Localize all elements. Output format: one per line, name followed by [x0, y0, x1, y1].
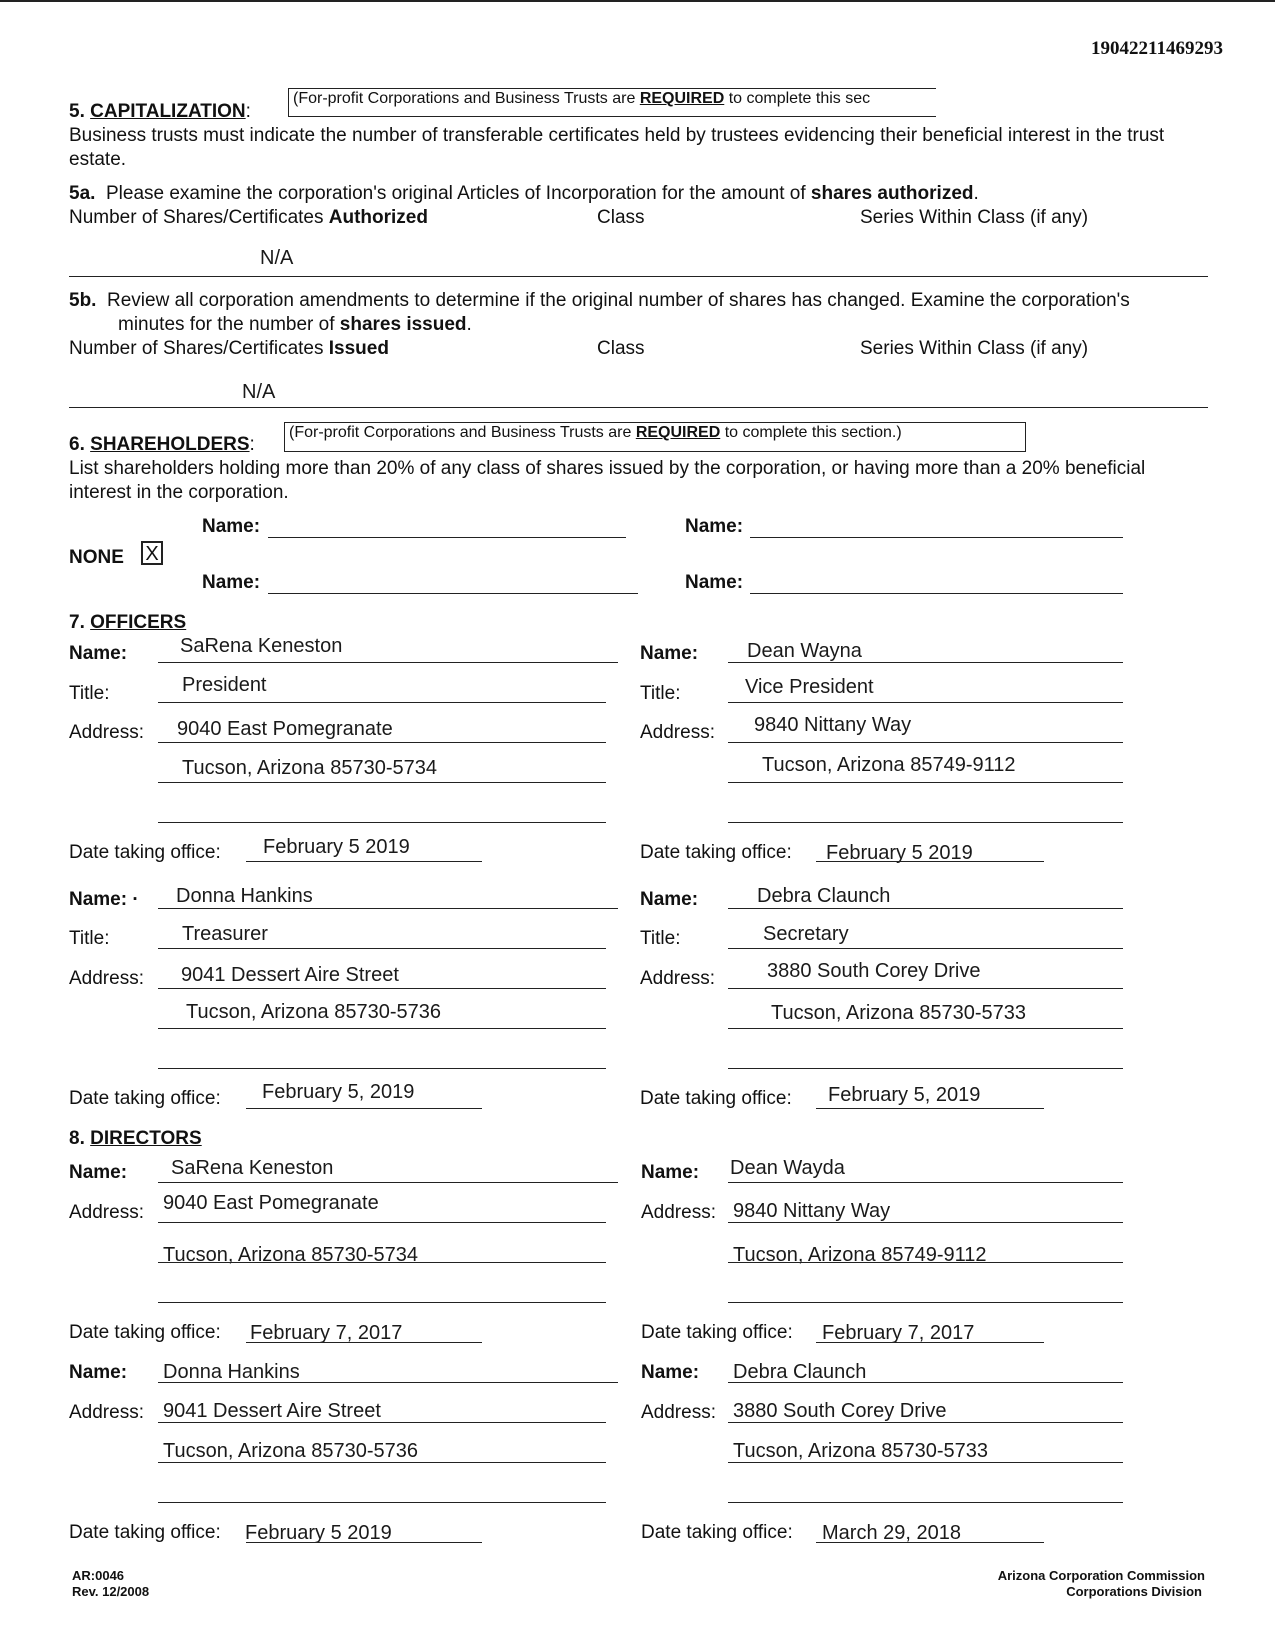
director-name: Donna Hankins	[163, 1361, 300, 1383]
field-line	[158, 662, 618, 663]
name-label: Name:	[69, 1362, 128, 1383]
field-line	[158, 1028, 606, 1029]
field-line	[158, 1502, 606, 1503]
required-note-box	[288, 88, 936, 117]
colon: :	[245, 101, 251, 122]
director-address-line2: Tucson, Arizona 85730-5736	[163, 1440, 418, 1462]
officer-address-line1: 9040 East Pomegranate	[177, 718, 393, 740]
authorized-column-header	[69, 207, 428, 230]
officer-address-line2: Tucson, Arizona 85730-5736	[186, 1001, 441, 1023]
note-text-end: to complete this section.)	[720, 424, 902, 441]
shareholders-instruction: List shareholders holding more than 20% of any class of shares issued by the corporation, or having more than a 20% beneficial	[69, 458, 1146, 479]
field-line	[728, 948, 1123, 949]
address-label: Address:	[69, 1202, 144, 1223]
date-label: Date taking office:	[69, 1088, 221, 1109]
none-label: NONE	[69, 547, 124, 568]
address-label: Address:	[640, 722, 715, 743]
section-number: 6.	[69, 434, 85, 455]
series-column-header: Series Within Class (if any)	[860, 207, 1089, 228]
shareholder-name-label: Name:	[685, 572, 744, 593]
form-number: AR:0046	[72, 1568, 125, 1583]
field-line	[728, 782, 1123, 783]
shareholders-instruction-cont: interest in the corporation.	[69, 482, 289, 503]
director-name: SaRena Keneston	[171, 1157, 334, 1179]
shareholders-heading	[69, 434, 255, 457]
field-line	[728, 1222, 1123, 1223]
field-line	[728, 1028, 1123, 1029]
text: Number of Shares/Certificates	[69, 207, 329, 228]
field-line	[158, 1422, 606, 1423]
date-label: Date taking office:	[641, 1522, 793, 1543]
director-address-line1: 9840 Nittany Way	[733, 1200, 891, 1222]
officer-name: SaRena Keneston	[180, 635, 343, 657]
field-line	[728, 702, 1123, 703]
field-line	[158, 702, 606, 703]
name-label: Name:	[641, 1162, 700, 1183]
name-label: Name: ·	[69, 889, 139, 910]
shareholder-name-line	[268, 537, 626, 538]
field-line	[158, 908, 618, 909]
director-address-line1: 9040 East Pomegranate	[163, 1192, 379, 1214]
field-line	[158, 1382, 618, 1383]
note-text: (For-profit Corporations and Business Trusts are	[289, 424, 636, 441]
section-5b-number: 5b.	[69, 290, 97, 311]
field-line	[246, 1542, 482, 1543]
field-line	[158, 782, 606, 783]
date-label: Date taking office:	[640, 1088, 792, 1109]
field-line	[246, 861, 482, 862]
address-label: Address:	[69, 968, 144, 989]
officer-address-line2: Tucson, Arizona 85749-9112	[762, 754, 1016, 776]
title-label: Title:	[640, 928, 681, 949]
date-label: Date taking office:	[641, 1322, 793, 1343]
director-address-line2: Tucson, Arizona 85730-5734	[163, 1244, 418, 1266]
section-title: OFFICERS	[90, 612, 187, 633]
colon: :	[249, 434, 255, 455]
field-line	[816, 1542, 1044, 1543]
officer-address-line2: Tucson, Arizona 85730-5733	[771, 1002, 1026, 1024]
capitalization-instruction-cont: estate.	[69, 149, 127, 170]
bold-text: Issued	[328, 338, 389, 359]
name-label: Name:	[640, 643, 699, 664]
field-line	[728, 1502, 1123, 1503]
text: Please examine the corporation's original Articles of Incorporation for the amount of	[105, 183, 811, 204]
officer-address-line1: 9041 Dessert Aire Street	[181, 964, 399, 986]
agency-name: Arizona Corporation Commission	[997, 1568, 1205, 1583]
section-number: 5.	[69, 101, 85, 122]
director-address-line2: Tucson, Arizona 85749-9112	[733, 1244, 987, 1266]
address-label: Address:	[69, 1402, 144, 1423]
officer-name: Donna Hankins	[176, 885, 313, 907]
title-label: Title:	[640, 683, 681, 704]
field-line	[728, 988, 1123, 989]
document-number: 19042211469293	[1091, 38, 1223, 59]
director-date: February 5 2019	[245, 1522, 392, 1544]
shareholder-name-line	[268, 593, 638, 594]
section-number: 7.	[69, 612, 85, 633]
field-line	[158, 742, 606, 743]
field-line	[728, 1068, 1123, 1069]
address-label: Address:	[69, 722, 144, 743]
class-column-header: Class	[597, 338, 645, 359]
shares-authorized-value: N/A	[260, 247, 294, 269]
text-end: .	[466, 314, 472, 335]
date-label: Date taking office:	[69, 842, 221, 863]
field-line	[158, 1462, 606, 1463]
officer-title: Vice President	[745, 676, 874, 698]
field-line	[246, 1342, 482, 1343]
officer-date: February 5 2019	[263, 836, 410, 858]
note-text-end: to complete this sec	[724, 90, 871, 107]
field-line	[158, 948, 606, 949]
field-line	[158, 1068, 606, 1069]
officer-date: February 5 2019	[826, 842, 973, 864]
officer-address-line1: 9840 Nittany Way	[754, 714, 912, 736]
officer-title: President	[182, 674, 267, 696]
section-number: 8.	[69, 1128, 85, 1149]
text: Review all corporation amendments to determine if the original number of shares has changed. Examine the corporation's	[107, 290, 1130, 311]
shareholder-name-label: Name:	[685, 516, 744, 537]
field-line	[158, 1302, 606, 1303]
capitalization-instruction: Business trusts must indicate the number of transferable certificates held by trustees evidencing their beneficial interest in the trust	[69, 125, 1165, 146]
title-label: Title:	[69, 683, 110, 704]
field-line	[728, 1302, 1123, 1303]
officer-title: Secretary	[763, 923, 849, 945]
field-line	[158, 1222, 606, 1223]
field-line	[728, 1182, 1123, 1183]
field-line	[728, 1422, 1123, 1423]
rule	[69, 276, 1208, 277]
field-line	[158, 822, 606, 823]
officer-address-line2: Tucson, Arizona 85730-5734	[182, 757, 437, 779]
section-title: SHAREHOLDERS	[90, 434, 250, 455]
field-line	[246, 1108, 482, 1109]
bold-text: Authorized	[328, 207, 428, 228]
section-5a-number: 5a.	[69, 183, 96, 204]
shareholder-name-label: Name:	[202, 516, 261, 537]
note-required: REQUIRED	[639, 90, 725, 107]
section-5b-text-cont	[118, 314, 472, 337]
shareholder-name-line	[750, 593, 1123, 594]
shares-issued-value: N/A	[242, 381, 276, 403]
director-address-line1: 3880 South Corey Drive	[733, 1400, 947, 1422]
note-text: (For-profit Corporations and Business Trusts are	[293, 90, 640, 107]
bold-text: shares issued	[339, 314, 467, 335]
field-line	[158, 1182, 618, 1183]
address-label: Address:	[640, 968, 715, 989]
date-label: Date taking office:	[640, 842, 792, 863]
section-title: DIRECTORS	[90, 1128, 202, 1149]
shareholder-name-line	[750, 537, 1123, 538]
section-5a-text	[69, 183, 979, 206]
section-title: CAPITALIZATION	[90, 101, 246, 122]
top-border	[0, 0, 1275, 2]
series-column-header: Series Within Class (if any)	[860, 338, 1089, 359]
director-address-line1: 9041 Dessert Aire Street	[163, 1400, 381, 1422]
name-label: Name:	[69, 1162, 128, 1183]
date-label: Date taking office:	[69, 1322, 221, 1343]
form-revision: Rev. 12/2008	[72, 1584, 150, 1599]
none-checkbox[interactable]: X	[141, 541, 163, 565]
note-required: REQUIRED	[635, 424, 721, 441]
title-label: Title:	[69, 928, 110, 949]
director-address-line2: Tucson, Arizona 85730-5733	[733, 1440, 988, 1462]
director-date: February 7, 2017	[250, 1322, 403, 1344]
director-name: Dean Wayda	[730, 1157, 845, 1179]
field-line	[728, 822, 1123, 823]
field-line	[728, 662, 1123, 663]
director-name: Debra Claunch	[733, 1361, 867, 1383]
name-label: Name:	[640, 889, 699, 910]
agency-division: Corporations Division	[1066, 1584, 1202, 1599]
field-line	[728, 1462, 1123, 1463]
officer-address-line1: 3880 South Corey Drive	[767, 960, 981, 982]
date-label: Date taking office:	[69, 1522, 221, 1543]
required-note-box	[284, 422, 1026, 452]
field-line	[816, 1108, 1044, 1109]
officer-date: February 5, 2019	[828, 1084, 981, 1106]
name-label: Name:	[641, 1362, 700, 1383]
bold-text: shares authorized	[810, 183, 974, 204]
text: Number of Shares/Certificates	[69, 338, 329, 359]
field-line	[158, 988, 606, 989]
field-line	[728, 1262, 1123, 1263]
field-line	[728, 742, 1123, 743]
field-line	[728, 1382, 1123, 1383]
address-label: Address:	[641, 1402, 716, 1423]
field-line	[158, 1262, 606, 1263]
officer-name: Debra Claunch	[757, 885, 891, 907]
class-column-header: Class	[597, 207, 645, 228]
capitalization-heading	[69, 101, 251, 124]
field-line	[816, 861, 1044, 862]
rule	[69, 407, 1208, 408]
director-date: March 29, 2018	[822, 1522, 961, 1544]
section-5b-text	[69, 290, 1130, 313]
officers-heading	[69, 612, 186, 635]
shareholder-name-label: Name:	[202, 572, 261, 593]
officer-name: Dean Wayna	[747, 640, 862, 662]
issued-column-header	[69, 338, 389, 361]
text: minutes for the number of	[118, 314, 340, 335]
officer-title: Treasurer	[182, 923, 268, 945]
address-label: Address:	[641, 1202, 716, 1223]
name-label: Name:	[69, 643, 128, 664]
directors-heading	[69, 1128, 202, 1151]
director-date: February 7, 2017	[822, 1322, 975, 1344]
officer-date: February 5, 2019	[262, 1081, 415, 1103]
field-line	[816, 1342, 1044, 1343]
text-end: .	[973, 183, 979, 204]
field-line	[728, 908, 1123, 909]
